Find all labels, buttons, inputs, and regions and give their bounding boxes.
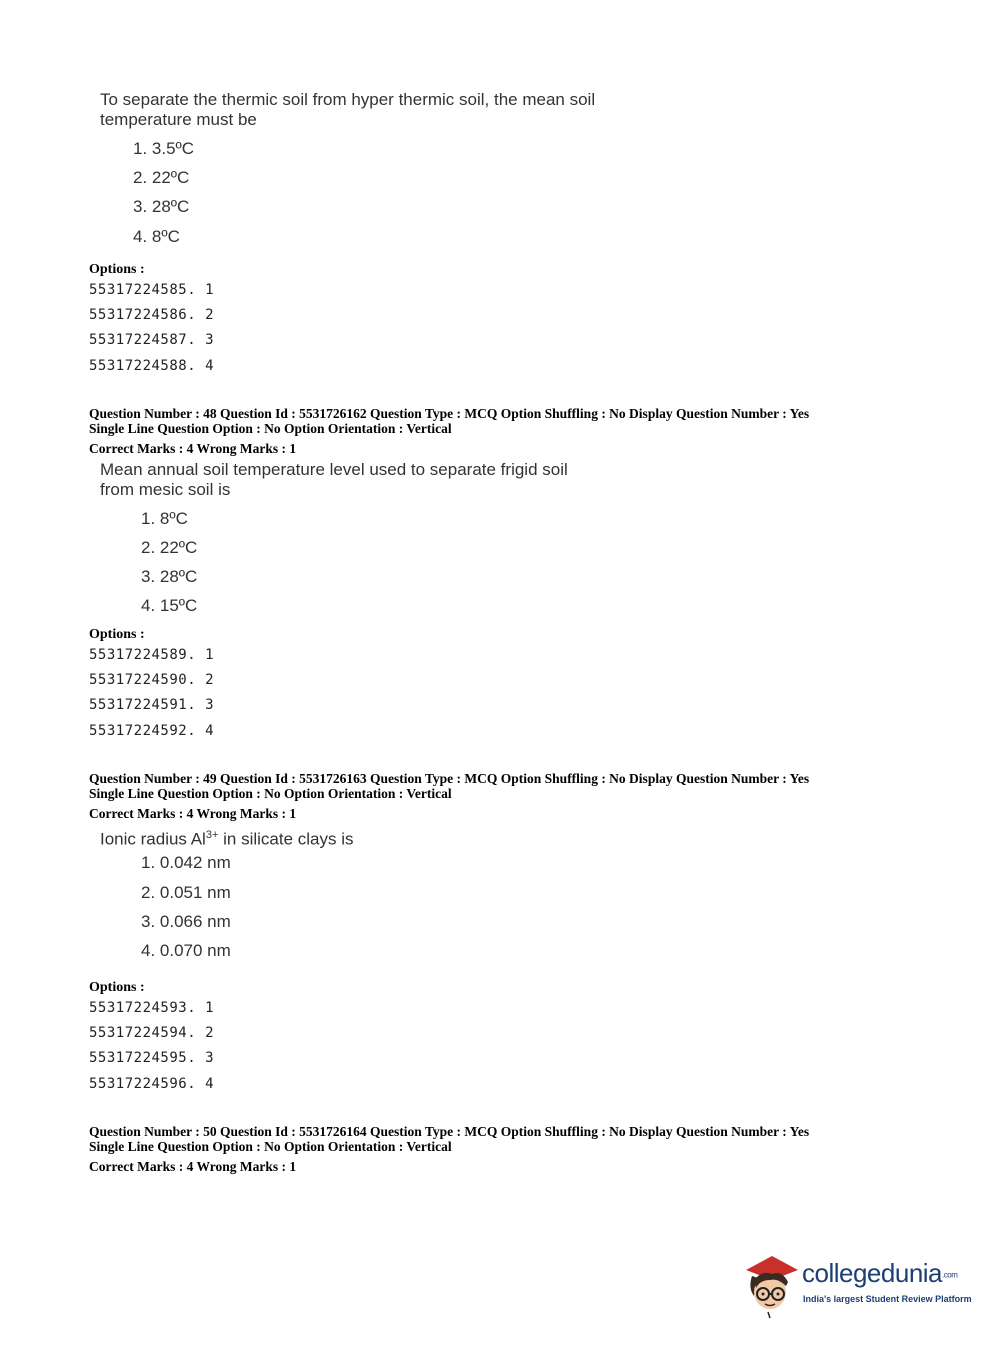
option-id: 55317224593. 1	[89, 1000, 215, 1016]
option-id: 55317224586. 2	[89, 307, 215, 323]
question-48-marks: Correct Marks : 4 Wrong Marks : 1	[89, 441, 297, 456]
question-50-header: Question Number : 50 Question Id : 5531726164 Question Type : MCQ Option Shuffling : No Display Question Number : Yes	[89, 1124, 810, 1139]
question-48-header-line2: Single Line Question Option : No Option Orientation : Vertical	[89, 421, 452, 436]
choice-4: 4. 15ºC	[141, 596, 198, 615]
option-id: 55317224589. 1	[89, 647, 215, 663]
option-id: 55317224596. 4	[89, 1076, 215, 1092]
choice-2: 2. 22ºC	[133, 168, 190, 187]
logo-tagline: India's largest Student Review Platform	[803, 1294, 972, 1304]
choice-1: 1. 3.5ºC	[133, 139, 195, 158]
options-label: Options :	[89, 627, 145, 642]
option-id: 55317224588. 4	[89, 358, 215, 374]
question-49-text: Ionic radius $Al^{3+}$ in silicate clays is	[100, 829, 354, 849]
option-id: 55317224592. 4	[89, 723, 215, 739]
options-label: Options :	[89, 262, 145, 277]
option-id: 55317224595. 3	[89, 1050, 215, 1066]
choice-2: 2. 22ºC	[141, 538, 198, 557]
collegedunia-logo	[742, 1250, 972, 1320]
question-48-header: Question Number : 48 Question Id : 5531726162 Question Type : MCQ Option Shuffling : No Display Question Number : Yes	[89, 406, 810, 421]
question-line: from mesic soil is	[100, 480, 231, 499]
option-id: 55317224590. 2	[89, 672, 215, 688]
choice-3: 3. 28ºC	[133, 197, 190, 216]
choice-4: 4. 0.070 nm	[141, 941, 231, 960]
option-id: 55317224585. 1	[89, 282, 215, 298]
option-id: 55317224594. 2	[89, 1025, 215, 1041]
question-48-text	[100, 460, 568, 500]
question-49-header: Question Number : 49 Question Id : 5531726163 Question Type : MCQ Option Shuffling : No Display Question Number : Yes	[89, 771, 810, 786]
choice-1: 1. 8ºC	[141, 509, 188, 528]
question-47-text	[100, 90, 595, 130]
choice-3: 3. 28ºC	[141, 567, 198, 586]
question-49-header-line2: Single Line Question Option : No Option Orientation : Vertical	[89, 786, 452, 801]
question-50-marks: Correct Marks : 4 Wrong Marks : 1	[89, 1159, 297, 1174]
option-id: 55317224587. 3	[89, 332, 215, 348]
choice-1: 1. 0.042 nm	[141, 853, 231, 872]
logo-wordmark: collegedunia.com	[802, 1258, 958, 1288]
choice-2: 2. 0.051 nm	[141, 883, 231, 902]
option-id: 55317224591. 3	[89, 697, 215, 713]
options-label: Options :	[89, 980, 145, 995]
question-line: To separate the thermic soil from hyper thermic soil, the mean soil	[100, 90, 596, 109]
choice-3: 3. 0.066 nm	[141, 912, 231, 931]
question-49-marks: Correct Marks : 4 Wrong Marks : 1	[89, 806, 297, 821]
mascot-icon	[742, 1250, 802, 1320]
choice-4: 4. 8ºC	[133, 227, 180, 246]
question-line: Mean annual soil temperature level used to separate frigid soil	[100, 460, 568, 479]
question-line: temperature must be	[100, 110, 257, 129]
question-50-header-line2: Single Line Question Option : No Option Orientation : Vertical	[89, 1139, 452, 1154]
